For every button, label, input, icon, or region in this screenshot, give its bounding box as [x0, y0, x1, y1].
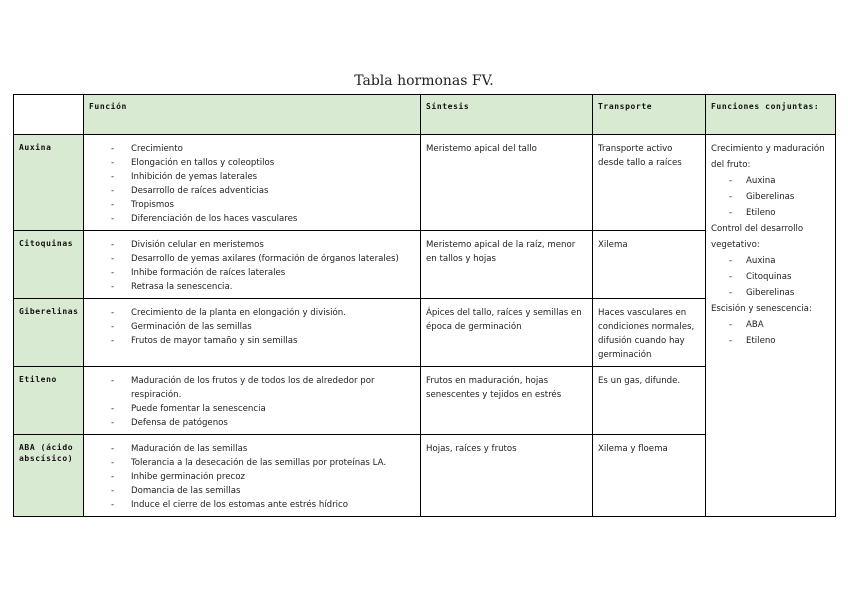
list-item: - Frutos de mayor tamaño y sin semillas: [89, 334, 415, 348]
conjuntas-cell: [706, 135, 836, 517]
header-row: [14, 95, 836, 135]
conjuntas-list: [711, 317, 831, 349]
funcion-cell: [84, 231, 421, 299]
funcion-list: [89, 306, 415, 348]
transporte-cell: Xilema: [593, 231, 706, 299]
list-item: - Tropismos: [89, 198, 415, 212]
row-name: Etileno: [14, 367, 84, 435]
table-row: [14, 135, 836, 231]
header-funcion: Función: [84, 95, 421, 135]
list-item: - Elongación en tallos y coleoptilos: [89, 156, 415, 170]
funcion-cell: [84, 367, 421, 435]
list-item: - Desarrollo de raíces adventicias: [89, 184, 415, 198]
funcion-cell: [84, 299, 421, 367]
list-item: - Inhibe formación de raíces laterales: [89, 266, 415, 280]
conjuntas-list: [711, 173, 831, 221]
list-item: - Auxina: [711, 173, 831, 189]
list-item: - Etileno: [711, 205, 831, 221]
list-item: - Tolerancia a la desecación de las semillas por proteínas LA.: [89, 456, 415, 470]
list-item: - Crecimiento: [89, 142, 415, 156]
funcion-cell: [84, 435, 421, 517]
list-item: - Inhibición de yemas laterales: [89, 170, 415, 184]
list-item: - Domancia de las semillas: [89, 484, 415, 498]
transporte-cell: Xilema y floema: [593, 435, 706, 517]
list-item: - Inhibe germinación precoz: [89, 470, 415, 484]
sintesis-cell: Frutos en maduración, hojas senescentes y tejidos en estrés: [421, 367, 593, 435]
list-item: - Germinación de las semillas: [89, 320, 415, 334]
conjuntas-list: [711, 253, 831, 301]
list-item: - Maduración de las semillas: [89, 442, 415, 456]
row-name: Auxina: [14, 135, 84, 231]
list-item: - Puede fomentar la senescencia: [89, 402, 415, 416]
funcion-list: [89, 238, 415, 294]
header-transporte: Transporte: [593, 95, 706, 135]
list-item: - Maduración de los frutos y de todos los de alrededor por respiración.: [89, 374, 415, 402]
conjuntas-content: [711, 141, 831, 349]
transporte-cell: Haces vasculares en condiciones normales, difusión cuando hay germinación: [593, 299, 706, 367]
row-name: Giberelinas: [14, 299, 84, 367]
header-blank: [14, 95, 84, 135]
sintesis-cell: Hojas, raíces y frutos: [421, 435, 593, 517]
transporte-cell: Es un gas, difunde.: [593, 367, 706, 435]
list-item: - Giberelinas: [711, 189, 831, 205]
list-item: - Giberelinas: [711, 285, 831, 301]
funcion-list: [89, 442, 415, 512]
row-name: Citoquinas: [14, 231, 84, 299]
funcion-cell: [84, 135, 421, 231]
list-item: - División celular en meristemos: [89, 238, 415, 252]
list-item: - Induce el cierre de los estomas ante estrés hídrico: [89, 498, 415, 512]
hormone-table: [13, 94, 836, 517]
row-name: ABA (ácido abscísico): [14, 435, 84, 517]
sintesis-cell: Meristemo apical del tallo: [421, 135, 593, 231]
document-title: Tabla hormonas FV.: [354, 73, 494, 89]
list-item: - Desarrollo de yemas axilares (formación de órganos laterales): [89, 252, 415, 266]
conjuntas-group-label: Escisión y senescencia:: [711, 304, 812, 314]
header-conjuntas: Funciones conjuntas:: [706, 95, 836, 135]
list-item: - Citoquinas: [711, 269, 831, 285]
sintesis-cell: Meristemo apical de la raíz, menor en tallos y hojas: [421, 231, 593, 299]
list-item: - Crecimiento de la planta en elongación y división.: [89, 306, 415, 320]
conjuntas-group-label: Control del desarrollo vegetativo:: [711, 224, 804, 250]
list-item: - Defensa de patógenos: [89, 416, 415, 430]
transporte-cell: Transporte activo desde tallo a raíces: [593, 135, 706, 231]
list-item: - Retrasa la senescencia.: [89, 280, 415, 294]
funcion-list: [89, 142, 415, 226]
list-item: - Diferenciación de los haces vasculares: [89, 212, 415, 226]
list-item: - ABA: [711, 317, 831, 333]
conjuntas-group-label: Crecimiento y maduración del fruto:: [711, 144, 825, 170]
list-item: - Auxina: [711, 253, 831, 269]
header-sintesis: Síntesis: [421, 95, 593, 135]
funcion-list: [89, 374, 415, 430]
sintesis-cell: Ápices del tallo, raíces y semillas en época de germinación: [421, 299, 593, 367]
list-item: - Etileno: [711, 333, 831, 349]
